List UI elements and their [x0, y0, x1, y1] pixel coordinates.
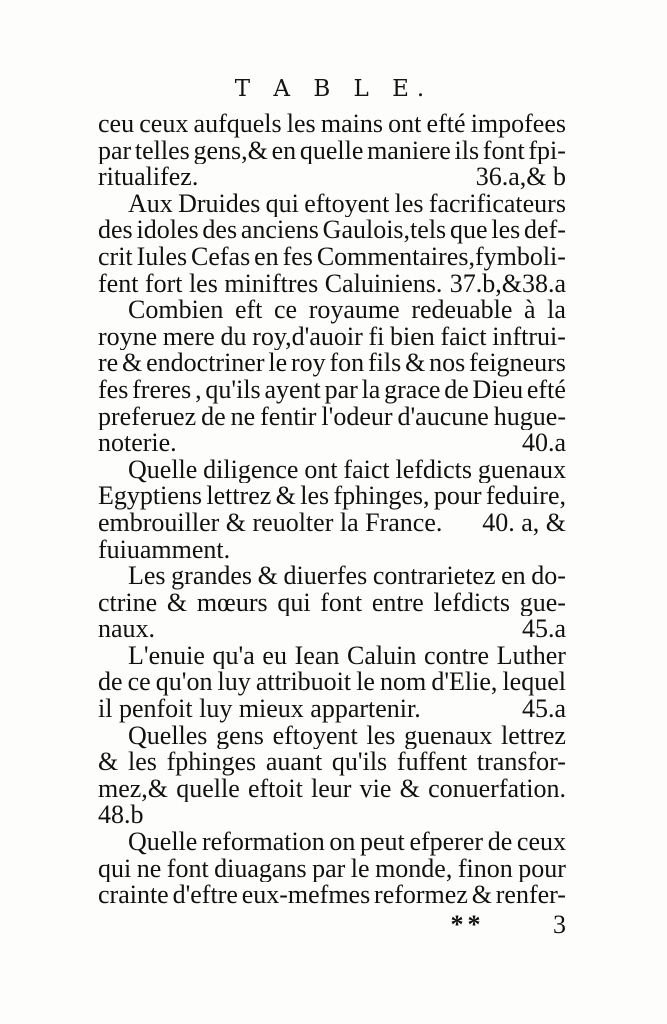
- word: fon: [329, 350, 365, 377]
- word: efté: [426, 111, 466, 138]
- word: ont: [304, 456, 338, 484]
- word: Cefas: [191, 243, 251, 271]
- word: &: [166, 589, 188, 617]
- entry-text: fent fort les miniftres Caluiniens.: [98, 270, 443, 298]
- word: par: [312, 855, 346, 883]
- text-line: [98, 882, 566, 909]
- word: freres: [132, 376, 192, 404]
- word: grace: [384, 376, 441, 404]
- word: quelle: [176, 775, 240, 803]
- word: crainte: [98, 882, 169, 909]
- word: ceux: [139, 111, 189, 138]
- word: Gaulois,tels: [322, 217, 447, 244]
- word: contre: [424, 642, 489, 670]
- word: fes: [98, 376, 129, 404]
- text-line: [98, 138, 566, 165]
- word: Druides: [178, 190, 261, 218]
- word: faict: [440, 323, 487, 351]
- word: pour: [433, 483, 482, 510]
- word: grandes: [171, 563, 253, 590]
- word: crit: [98, 243, 133, 271]
- entry-text: embrouiller & reuolter la France.: [98, 509, 443, 537]
- signature-number: 3: [553, 910, 566, 939]
- text-line: [98, 537, 566, 564]
- entry-text: naux.: [98, 616, 156, 643]
- text-line: [98, 563, 566, 590]
- word: gue-: [519, 589, 566, 617]
- word: &: [399, 775, 420, 803]
- word: ce: [127, 669, 151, 697]
- text-line: [98, 404, 566, 431]
- word: transfor-: [476, 749, 566, 776]
- word: telles: [134, 137, 190, 165]
- word: Quelle: [128, 829, 198, 856]
- word: Quelle: [128, 456, 198, 484]
- word: feigneurs: [469, 350, 566, 377]
- word: lequel: [502, 669, 566, 697]
- word: font: [482, 137, 525, 165]
- word: guenaux: [404, 722, 493, 750]
- word: impofees: [470, 111, 566, 138]
- word: preferuez: [98, 403, 197, 431]
- folio-reference: 40. a, &: [482, 509, 566, 537]
- word: le: [356, 669, 375, 697]
- word: entre: [371, 589, 424, 617]
- text-line: [98, 643, 566, 670]
- word: &: [257, 563, 278, 590]
- word: faict: [343, 456, 390, 484]
- word: eftoit: [247, 775, 303, 803]
- word: Iules: [136, 243, 188, 271]
- word: bien: [390, 323, 435, 351]
- word: les: [394, 190, 424, 218]
- word: l'odeur: [321, 403, 393, 431]
- word: Combien: [128, 297, 224, 324]
- word: do-: [531, 563, 566, 590]
- word: mez,&: [98, 775, 169, 803]
- word: Les: [128, 563, 166, 590]
- text-line: [98, 590, 566, 617]
- table-entries: [98, 111, 566, 909]
- text-line: [98, 297, 566, 324]
- text-line: [98, 669, 566, 696]
- text-line: [98, 616, 566, 643]
- word: que: [449, 217, 488, 244]
- word: royne: [98, 323, 158, 351]
- word: le: [350, 855, 370, 883]
- word: monde,: [375, 855, 453, 883]
- text-line: [98, 164, 566, 191]
- word: eft: [234, 297, 263, 324]
- word: ce: [274, 297, 298, 324]
- word: Aux: [128, 190, 173, 218]
- text-line: [98, 696, 566, 723]
- folio-reference: 37.b,&38.a: [449, 270, 566, 298]
- word: endoctriner: [146, 350, 265, 377]
- word: facrificateurs: [428, 190, 566, 218]
- word: quelle: [299, 137, 364, 165]
- word: les: [286, 111, 316, 138]
- word: &: [275, 483, 296, 510]
- word: fentir: [260, 403, 317, 431]
- word: re: [98, 350, 119, 377]
- text-line: [98, 350, 566, 377]
- text-line: [98, 829, 566, 856]
- word: ,: [195, 376, 202, 404]
- entry-text: 48.b: [98, 802, 144, 830]
- word: reformez: [374, 882, 468, 909]
- word: diuagans: [214, 855, 307, 883]
- word: reformation: [201, 829, 325, 856]
- word: eftoyent: [304, 190, 390, 218]
- word: Iean: [294, 642, 340, 670]
- word: maniere: [367, 137, 451, 165]
- word: en: [271, 137, 297, 165]
- word: Dieu: [472, 376, 524, 404]
- word: en: [254, 243, 279, 271]
- word: en: [501, 563, 526, 590]
- word: lefdicts: [433, 589, 511, 617]
- page-footer: [98, 910, 566, 940]
- word: Egyptiens: [98, 483, 202, 510]
- word: qu'ils: [205, 376, 261, 404]
- word: Commentaires,fymboli-: [316, 243, 566, 271]
- word: les: [491, 217, 521, 244]
- text-line: [98, 749, 566, 776]
- word: ceux: [516, 829, 566, 856]
- folio-reference: 45.a: [521, 696, 566, 723]
- word: les: [127, 749, 157, 776]
- text-line: [98, 802, 566, 829]
- text-line: [98, 510, 566, 537]
- word: eu: [262, 642, 287, 670]
- word: nos: [429, 350, 466, 377]
- text-line: [98, 430, 566, 457]
- word: auant: [265, 749, 323, 776]
- word: Luther: [496, 642, 566, 670]
- word: on: [329, 829, 356, 856]
- word: lettrez: [206, 483, 272, 510]
- word: mere: [162, 323, 215, 351]
- word: conuerfation.: [428, 775, 566, 803]
- word: le: [268, 350, 288, 377]
- word: la: [361, 376, 381, 404]
- running-header: T A B L E.: [234, 76, 433, 102]
- word: par: [98, 137, 132, 165]
- word: mœurs: [196, 589, 268, 617]
- text-line: [98, 776, 566, 803]
- word: à: [524, 297, 536, 324]
- word: ont: [388, 111, 422, 138]
- word: contrarietez: [372, 563, 496, 590]
- word: gens,&: [193, 137, 268, 165]
- word: des: [98, 217, 133, 244]
- word: eftoyent: [272, 722, 358, 750]
- word: &: [405, 350, 426, 377]
- word: qu'a: [212, 642, 255, 670]
- word: inftrui-: [492, 323, 566, 351]
- word: d'aucune: [397, 403, 489, 431]
- word: roy,d'auoir: [252, 323, 363, 351]
- text-line: [98, 324, 566, 351]
- word: feduire,: [485, 483, 566, 510]
- word: ctrine: [98, 589, 158, 617]
- word: efté: [526, 376, 566, 404]
- word: ceu: [98, 111, 135, 138]
- word: fphinges,: [333, 483, 430, 510]
- word: eux-mefmes: [241, 882, 371, 909]
- word: idoles: [136, 217, 199, 244]
- text-line: [98, 723, 566, 750]
- word: ne: [136, 855, 162, 883]
- word: du: [220, 323, 247, 351]
- text-line: [98, 244, 566, 271]
- word: les: [300, 483, 330, 510]
- word: &: [471, 882, 492, 909]
- word: peut: [360, 829, 405, 856]
- word: anciens: [240, 217, 319, 244]
- word: qu'ils: [331, 749, 388, 776]
- word: fphinges: [166, 749, 257, 776]
- word: des: [202, 217, 238, 244]
- text-line: [98, 217, 566, 244]
- folio-reference: 45.a: [521, 616, 566, 643]
- word: renfer-: [495, 882, 566, 909]
- word: fpi-: [528, 137, 566, 165]
- word: diuerfes: [283, 563, 368, 590]
- text-line: [98, 856, 566, 883]
- word: def-: [524, 217, 566, 244]
- word: leur: [311, 775, 352, 803]
- word: ils: [454, 137, 480, 165]
- word: font: [320, 589, 363, 617]
- word: &: [122, 350, 143, 377]
- word: d'Elie,: [431, 669, 498, 697]
- word: fi: [368, 323, 385, 351]
- entry-text: fuiuamment.: [98, 536, 231, 564]
- entry-text: ritualifez.: [98, 164, 199, 191]
- word: diligence: [203, 456, 299, 484]
- word: L'enuie: [128, 642, 205, 670]
- word: guenaux: [477, 456, 566, 484]
- word: qu'on: [155, 669, 213, 697]
- word: redeuable: [411, 297, 513, 324]
- text-line: [98, 377, 566, 404]
- word: pour: [518, 855, 566, 883]
- word: hugue-: [493, 403, 566, 431]
- signature-mark: **: [450, 910, 485, 939]
- text-line: [98, 457, 566, 484]
- word: font: [166, 855, 209, 883]
- word: Caluin: [347, 642, 417, 670]
- word: mains: [320, 111, 383, 138]
- word: de: [98, 669, 123, 697]
- word: fes: [282, 243, 313, 271]
- word: finon: [457, 855, 513, 883]
- word: de: [487, 829, 513, 856]
- word: Quelles: [128, 722, 208, 750]
- word: royaume: [308, 297, 400, 324]
- folio-reference: 40.a: [521, 430, 566, 457]
- text-line: [98, 483, 566, 510]
- word: de: [444, 376, 469, 404]
- word: de: [201, 403, 226, 431]
- word: lefdicts: [395, 456, 472, 484]
- word: efperer: [409, 829, 484, 856]
- word: fuffent: [396, 749, 468, 776]
- word: qui: [277, 589, 311, 617]
- word: gens: [216, 722, 264, 750]
- word: la: [547, 297, 566, 324]
- entry-text: noterie.: [98, 430, 177, 457]
- word: d'eftre: [172, 882, 238, 909]
- word: vie: [359, 775, 392, 803]
- folio-reference: 36.a,& b: [475, 164, 566, 191]
- word: nom: [380, 669, 427, 697]
- word: par: [324, 376, 358, 404]
- word: lettrez: [501, 722, 566, 750]
- text-line: [98, 191, 566, 218]
- text-line: [98, 111, 566, 138]
- word: qui: [265, 190, 299, 218]
- word: roy: [290, 350, 326, 377]
- word: attribuoit: [255, 669, 352, 697]
- word: ne: [230, 403, 256, 431]
- word: luy: [217, 669, 251, 697]
- word: aufquels: [193, 111, 282, 138]
- word: fils: [368, 350, 402, 377]
- word: &: [98, 749, 119, 776]
- word: les: [366, 722, 396, 750]
- entry-text: il penfoit luy mieux appartenir.: [98, 696, 421, 723]
- word: ayent: [264, 376, 321, 404]
- word: qui: [98, 855, 132, 883]
- text-line: [98, 271, 566, 298]
